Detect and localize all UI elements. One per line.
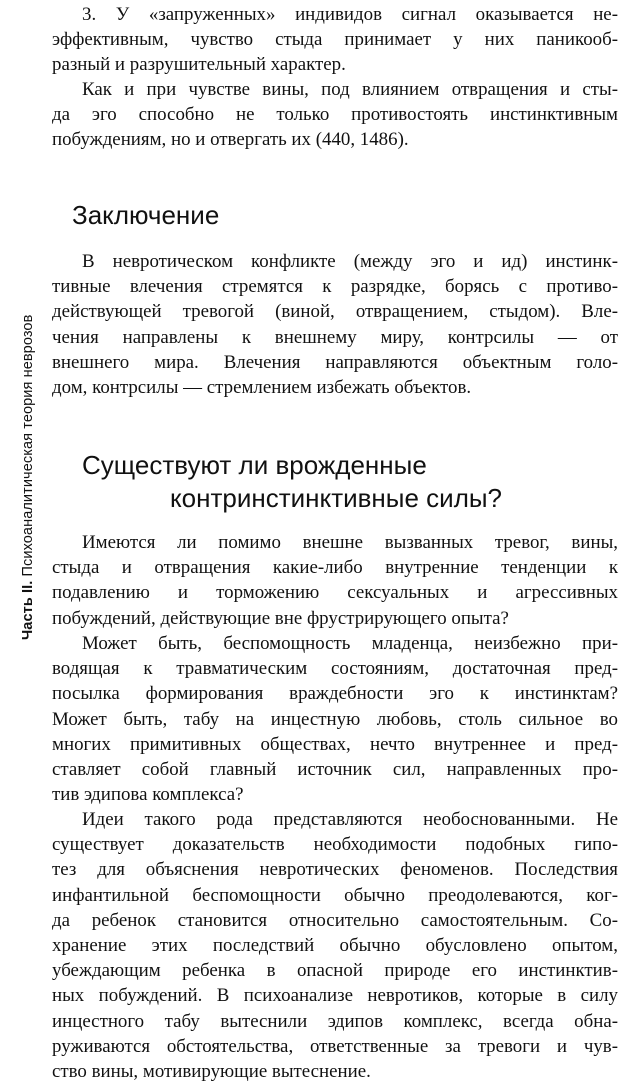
text-line: существует доказательств необходимости подобных гипо- bbox=[52, 834, 618, 856]
section-heading-conclusion: Заключение bbox=[72, 200, 220, 230]
paragraph-conclusion bbox=[52, 249, 618, 400]
text-line: ных побуждений. В психоанализе невротиков, которые в силу bbox=[52, 985, 618, 1007]
paragraph-intro-2 bbox=[52, 77, 618, 153]
part-label: Часть II. bbox=[20, 580, 36, 640]
text-line: ставляет собой главный источник сил, направленных про- bbox=[52, 758, 618, 780]
text-line: действующей тревогой (виной, отвращением, стыдом). Вле- bbox=[52, 301, 618, 323]
text-line: Может быть, беспомощность младенца, неизбежно при- bbox=[82, 633, 618, 654]
text-line: водящая к травматическим состояниям, достаточная пред- bbox=[52, 658, 618, 680]
text-line: эффективным, чувство стыда принимает у них паникооб- bbox=[52, 29, 618, 51]
text-line: внешнего мира. Влечения направляются объектным голо- bbox=[52, 351, 618, 373]
text-line: чения направлены к внешнему миру, контрсилы — от bbox=[52, 326, 618, 348]
text-line: дом, контрсилы — стремлением избежать объектов. bbox=[52, 376, 472, 398]
paragraph-section-2 bbox=[52, 631, 618, 807]
text-line: Идеи такого рода представляются необоснованными. Не bbox=[82, 809, 618, 830]
text-line: хранение этих последствий обычно обусловлено опытом, bbox=[52, 934, 618, 956]
text-line: тивные влечения стремятся к разрядке, борясь с противо- bbox=[52, 276, 618, 298]
text-line: инцестного табу вытеснили эдипов комплекс, всегда обна- bbox=[52, 1010, 618, 1032]
paragraph-section-3 bbox=[52, 807, 618, 1084]
text-line: подавлению и торможению сексуальных и агрессивных bbox=[52, 582, 618, 604]
text-line: стыда и отвращения какие-либо внутренние тенденции к bbox=[52, 557, 618, 579]
text-line: да эго способно не только противостоять инстинктивным bbox=[52, 104, 618, 126]
text-line: 3. У «запруженных» индивидов сигнал оказывается не- bbox=[82, 4, 618, 25]
paragraph-intro-1 bbox=[52, 2, 618, 78]
text-line: Как и при чувстве вины, под влиянием отвращения и сты- bbox=[82, 79, 618, 100]
text-line: побуждений, действующие вне фрустрирующего опыта? bbox=[52, 607, 509, 629]
section-heading-line-1: Существуют ли врожденные bbox=[82, 450, 427, 480]
text-line: да ребенок становится относительно самостоятельным. Со- bbox=[52, 909, 618, 931]
text-line: посылка формирования враждебности эго к инстинктам? bbox=[52, 683, 618, 705]
text-line: побуждениям, но и отвергать их (440, 1486). bbox=[52, 129, 409, 151]
text-line: тез для объяснения невротических феноменов. Последствия bbox=[52, 859, 618, 881]
text-line: ство вины, мотивирующие вытеснение. bbox=[52, 1060, 371, 1082]
text-line: Может быть, табу на инцестную любовь, столь сильное во bbox=[52, 708, 618, 730]
text-line: разный и разрушительный характер. bbox=[52, 54, 346, 76]
section-heading-line-2: контринстинктивные силы? bbox=[170, 483, 503, 513]
text-line: руживаются обстоятельства, ответственные за тревоги и чув- bbox=[52, 1035, 618, 1057]
text-line: многих примитивных обществах, нечто внутреннее и пред- bbox=[52, 733, 618, 755]
part-title: Психоаналитическая теория неврозов bbox=[20, 314, 36, 577]
text-line: тив эдипова комплекса? bbox=[52, 784, 244, 806]
text-line: убеждающим ребенка в опасной природе его инстинктив- bbox=[52, 960, 618, 982]
running-head-sidebar bbox=[0, 0, 34, 1079]
text-line: инфантильной беспомощности обычно преодолеваются, ког- bbox=[52, 884, 618, 906]
paragraph-section-1 bbox=[52, 530, 618, 631]
running-head bbox=[20, 315, 36, 640]
text-line: В невротическом конфликте (между эго и ид) инстинк- bbox=[82, 251, 618, 272]
text-line: Имеются ли помимо внешне вызванных тревог, вины, bbox=[82, 532, 618, 553]
